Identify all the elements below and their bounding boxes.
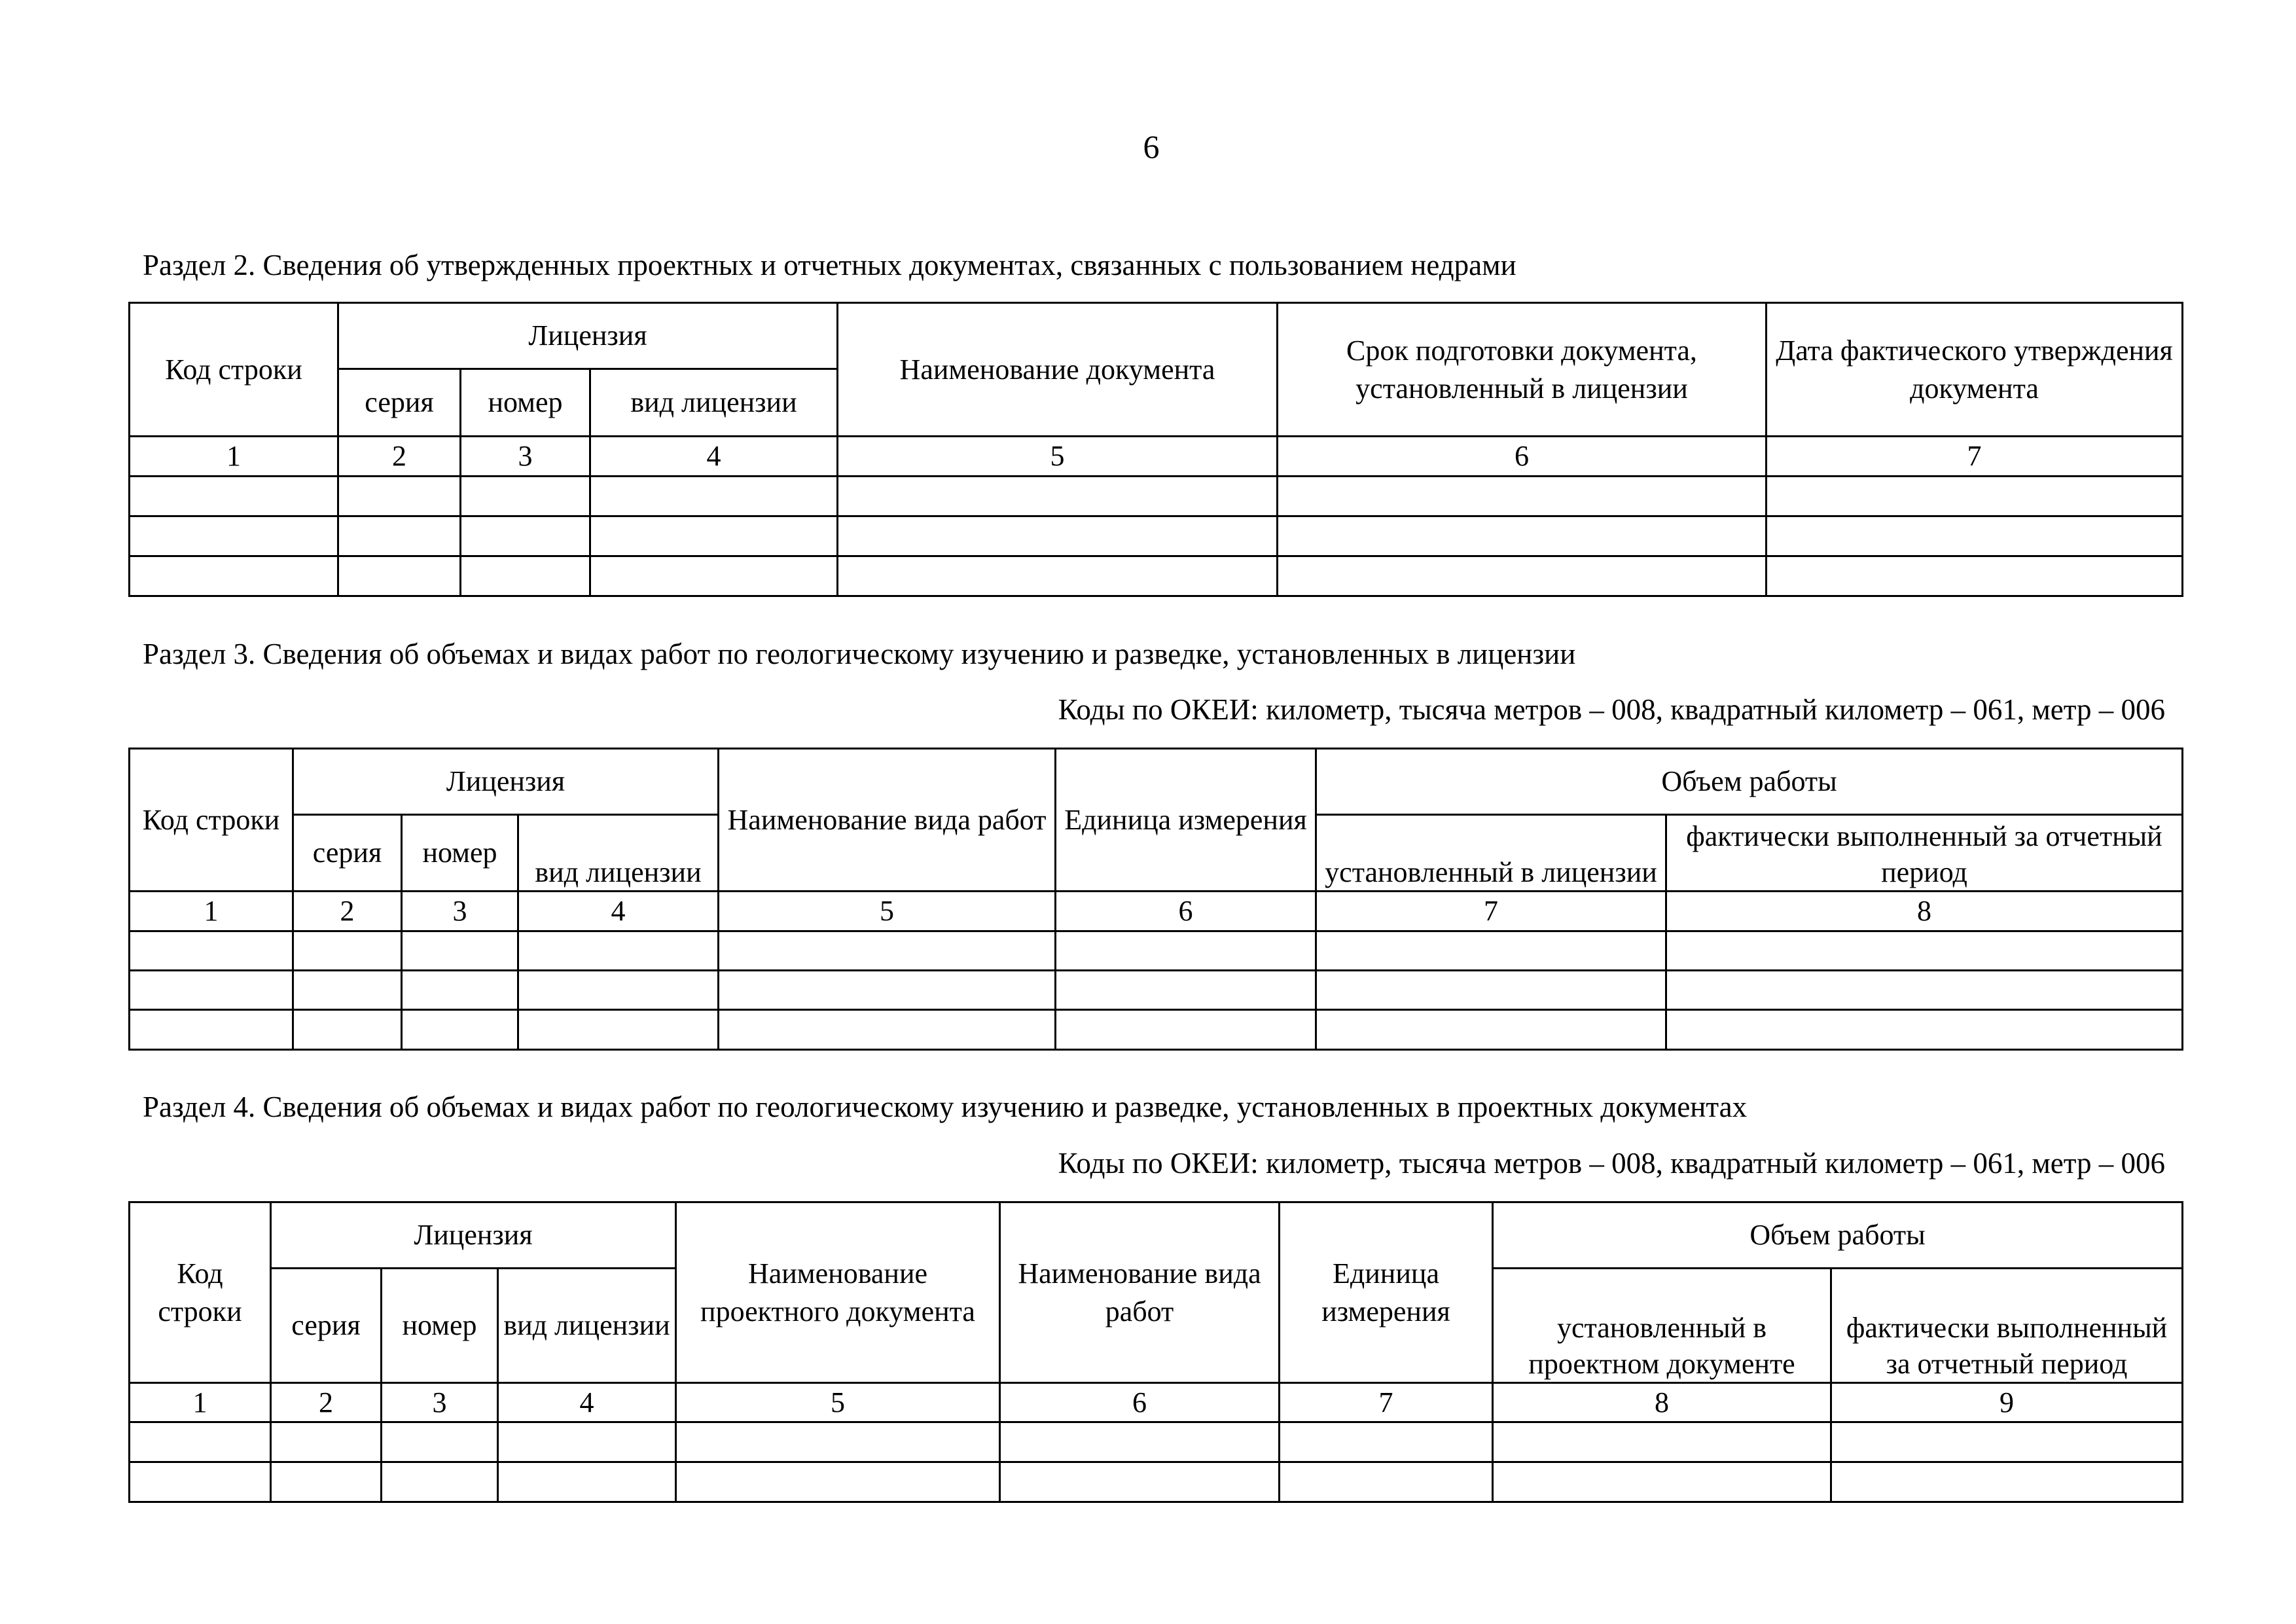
header-license: Лицензия: [293, 749, 719, 815]
cell[interactable]: [590, 516, 838, 556]
column-number-row: [130, 892, 2183, 931]
page-number: 6: [1143, 128, 1160, 165]
column-number: 5: [676, 1383, 1000, 1422]
cell[interactable]: [838, 516, 1278, 556]
column-number: 4: [518, 892, 719, 931]
cell[interactable]: [676, 1422, 1000, 1462]
header-number: номер: [461, 369, 590, 437]
section-2-title: Раздел 2. Сведения об утвержденных проектных и отчетных документах, связанных с пользованием недрами: [143, 249, 1516, 281]
header-series: серия: [338, 369, 461, 437]
cell[interactable]: [402, 1010, 518, 1050]
cell[interactable]: [1316, 971, 1666, 1010]
header-code: Код строки: [130, 303, 338, 437]
header-number: номер: [382, 1269, 498, 1383]
column-number: 7: [1767, 437, 2183, 477]
cell[interactable]: [1278, 556, 1767, 596]
header-actual: фактически выполненный за отчетный период: [1831, 1269, 2183, 1383]
cell[interactable]: [1280, 1462, 1493, 1502]
cell[interactable]: [518, 1010, 719, 1050]
section-4-table: [128, 1201, 2183, 1503]
cell[interactable]: [130, 556, 338, 596]
cell[interactable]: [590, 477, 838, 516]
cell[interactable]: [382, 1422, 498, 1462]
cell[interactable]: [1666, 971, 2183, 1010]
cell[interactable]: [1000, 1422, 1280, 1462]
table-row: [130, 1462, 2183, 1502]
cell[interactable]: [271, 1422, 382, 1462]
table-row: [130, 931, 2183, 971]
cell[interactable]: [338, 556, 461, 596]
cell[interactable]: [1316, 1010, 1666, 1050]
cell[interactable]: [338, 516, 461, 556]
cell[interactable]: [1056, 1010, 1316, 1050]
cell[interactable]: [461, 556, 590, 596]
section-3-table: [128, 748, 2183, 1051]
section-4-okei: Коды по ОКЕИ: километр, тысяча метров – 008, квадратный километр – 061, метр – 006: [1058, 1147, 2165, 1180]
column-number: 1: [130, 892, 293, 931]
table-row: [130, 971, 2183, 1010]
cell[interactable]: [838, 477, 1278, 516]
column-number: 1: [130, 437, 338, 477]
header-code: Код строки: [130, 749, 293, 892]
column-number: 3: [461, 437, 590, 477]
cell[interactable]: [1767, 516, 2183, 556]
header-work-type: Наименование вида работ: [1000, 1202, 1280, 1383]
column-number: 4: [590, 437, 838, 477]
section-2-table: [128, 302, 2183, 597]
column-number-row: [130, 1383, 2183, 1422]
header-approval-date: Дата фактического утверждения документа: [1767, 303, 2183, 437]
table-row: [130, 556, 2183, 596]
cell[interactable]: [382, 1462, 498, 1502]
column-number: 4: [498, 1383, 676, 1422]
cell[interactable]: [1666, 1010, 2183, 1050]
cell[interactable]: [1280, 1422, 1493, 1462]
column-number: 3: [402, 892, 518, 931]
cell[interactable]: [518, 931, 719, 971]
cell[interactable]: [838, 556, 1278, 596]
header-license-type: вид лицензии: [590, 369, 838, 437]
column-number: 2: [271, 1383, 382, 1422]
cell[interactable]: [338, 477, 461, 516]
table-row: [130, 516, 2183, 556]
cell[interactable]: [1056, 971, 1316, 1010]
column-number: 7: [1316, 892, 1666, 931]
cell[interactable]: [1767, 477, 2183, 516]
header-code: Код строки: [130, 1202, 271, 1383]
header-established: установленный в проектном документе: [1493, 1269, 1831, 1383]
cell[interactable]: [590, 556, 838, 596]
cell[interactable]: [1278, 477, 1767, 516]
header-work-type: Наименование вида работ: [719, 749, 1056, 892]
cell[interactable]: [293, 971, 402, 1010]
column-number: 5: [838, 437, 1278, 477]
cell[interactable]: [498, 1422, 676, 1462]
cell[interactable]: [719, 1010, 1056, 1050]
column-number: 1: [130, 1383, 271, 1422]
column-number: 9: [1831, 1383, 2183, 1422]
section-3-okei: Коды по ОКЕИ: километр, тысяча метров – 008, квадратный километр – 061, метр – 006: [1058, 693, 2165, 726]
cell[interactable]: [1000, 1462, 1280, 1502]
section-4-title: Раздел 4. Сведения об объемах и видах работ по геологическому изучению и разведке, установленных в проектных документах: [143, 1091, 1748, 1123]
header-unit: Единица измерения: [1280, 1202, 1493, 1383]
cell[interactable]: [130, 1422, 271, 1462]
header-license: Лицензия: [338, 303, 838, 369]
cell[interactable]: [402, 931, 518, 971]
cell[interactable]: [1493, 1462, 1831, 1502]
cell[interactable]: [402, 971, 518, 1010]
column-number: 5: [719, 892, 1056, 931]
header-number: номер: [402, 815, 518, 892]
cell[interactable]: [1666, 931, 2183, 971]
column-number: 7: [1280, 1383, 1493, 1422]
header-volume: Объем работы: [1493, 1202, 2183, 1269]
column-number: 8: [1493, 1383, 1831, 1422]
column-number: 2: [293, 892, 402, 931]
cell[interactable]: [130, 1010, 293, 1050]
cell[interactable]: [130, 477, 338, 516]
cell[interactable]: [1316, 931, 1666, 971]
cell[interactable]: [719, 931, 1056, 971]
header-project-doc: Наименование проектного документа: [676, 1202, 1000, 1383]
cell[interactable]: [1767, 556, 2183, 596]
header-license: Лицензия: [271, 1202, 676, 1269]
section-3-title: Раздел 3. Сведения об объемах и видах работ по геологическому изучению и разведке, установленных в лицензии: [143, 638, 1576, 670]
cell[interactable]: [1831, 1462, 2183, 1502]
column-number: 3: [382, 1383, 498, 1422]
header-unit: Единица измерения: [1056, 749, 1316, 892]
cell[interactable]: [518, 971, 719, 1010]
cell[interactable]: [719, 971, 1056, 1010]
header-license-type: вид лицензии: [498, 1269, 676, 1383]
cell[interactable]: [461, 516, 590, 556]
cell[interactable]: [293, 1010, 402, 1050]
cell[interactable]: [498, 1462, 676, 1502]
header-doc-name: Наименование документа: [838, 303, 1278, 437]
cell[interactable]: [1493, 1422, 1831, 1462]
header-actual: фактически выполненный за отчетный период: [1666, 815, 2183, 892]
cell[interactable]: [130, 971, 293, 1010]
column-number: 6: [1278, 437, 1767, 477]
cell[interactable]: [130, 1462, 271, 1502]
table-row: [130, 1010, 2183, 1050]
cell[interactable]: [1831, 1422, 2183, 1462]
cell[interactable]: [130, 931, 293, 971]
cell[interactable]: [1278, 516, 1767, 556]
header-series: серия: [271, 1269, 382, 1383]
header-established: установленный в лицензии: [1316, 815, 1666, 892]
cell[interactable]: [676, 1462, 1000, 1502]
cell[interactable]: [293, 931, 402, 971]
header-volume: Объем работы: [1316, 749, 2183, 815]
column-number: 6: [1056, 892, 1316, 931]
cell[interactable]: [1056, 931, 1316, 971]
column-number: 2: [338, 437, 461, 477]
cell[interactable]: [271, 1462, 382, 1502]
column-number: 8: [1666, 892, 2183, 931]
table-row: [130, 477, 2183, 516]
cell[interactable]: [130, 516, 338, 556]
column-number-row: [130, 437, 2183, 477]
header-deadline: Срок подготовки документа, установленный в лицензии: [1278, 303, 1767, 437]
header-license-type: вид лицензии: [518, 815, 719, 892]
cell[interactable]: [461, 477, 590, 516]
table-row: [130, 1422, 2183, 1462]
column-number: 6: [1000, 1383, 1280, 1422]
header-series: серия: [293, 815, 402, 892]
